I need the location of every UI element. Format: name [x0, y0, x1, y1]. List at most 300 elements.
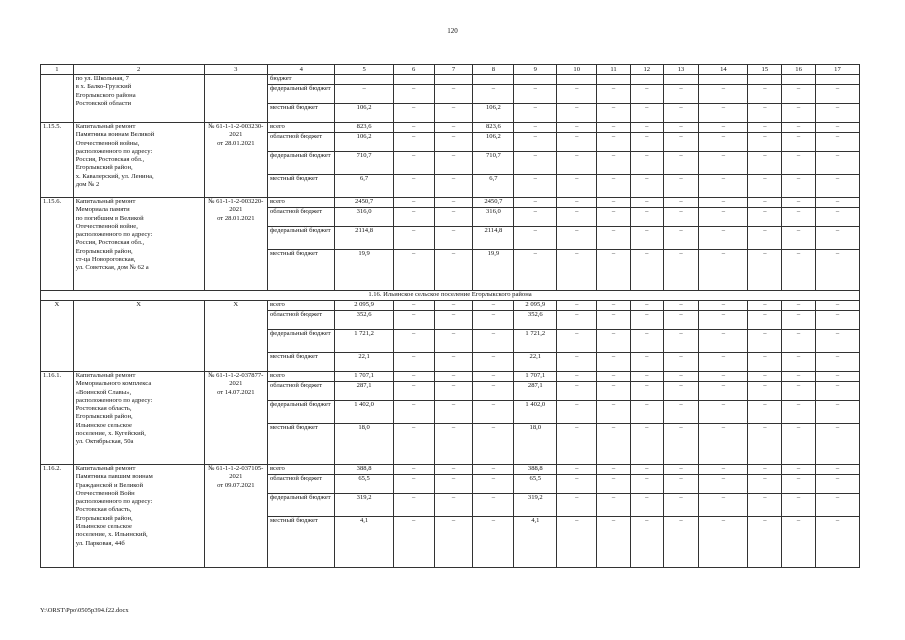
value-col-17: – — [815, 494, 859, 517]
value-col-14: – — [699, 401, 748, 424]
value-col-13: – — [663, 311, 699, 330]
footer-file-path: Y:\ORST\Ppo\0505p394.f22.docx — [40, 607, 129, 614]
column-header-2: 2 — [73, 65, 204, 75]
value-col-15: – — [748, 465, 782, 475]
value-col-7: – — [434, 301, 473, 311]
value-col-7: – — [434, 250, 473, 291]
value-col-16: – — [782, 401, 816, 424]
value-col-16: – — [782, 475, 816, 494]
value-col-9: 18,0 — [514, 424, 557, 465]
value-col-8: 2114,8 — [473, 227, 514, 250]
object-name: X — [73, 301, 204, 372]
value-col-11: – — [597, 301, 631, 311]
value-col-7: – — [434, 208, 473, 227]
value-col-8: – — [473, 401, 514, 424]
value-col-5: – — [335, 85, 393, 104]
value-col-5: 319,2 — [335, 494, 393, 517]
value-col-16: – — [782, 175, 816, 198]
value-col-8: – — [473, 85, 514, 104]
value-col-17: – — [815, 311, 859, 330]
value-col-15: – — [748, 227, 782, 250]
value-col-14: – — [699, 123, 748, 133]
value-col-17: – — [815, 401, 859, 424]
value-col-6: – — [393, 104, 434, 123]
value-col-15: – — [748, 424, 782, 465]
value-col-13: – — [663, 123, 699, 133]
value-col-10: – — [557, 372, 597, 382]
value-col-5: 106,2 — [335, 104, 393, 123]
value-col-7: – — [434, 85, 473, 104]
value-col-7 — [434, 75, 473, 85]
value-col-13: – — [663, 353, 699, 372]
value-col-12: – — [630, 133, 663, 152]
value-col-11 — [597, 75, 631, 85]
value-col-11: – — [597, 123, 631, 133]
column-header-7: 7 — [434, 65, 473, 75]
value-col-11: – — [597, 382, 631, 401]
value-col-9: – — [514, 208, 557, 227]
value-col-9: – — [514, 198, 557, 208]
value-col-7: – — [434, 133, 473, 152]
value-col-6: – — [393, 424, 434, 465]
value-col-11: – — [597, 133, 631, 152]
value-col-15: – — [748, 475, 782, 494]
value-col-6: – — [393, 227, 434, 250]
value-col-6: – — [393, 517, 434, 568]
object-name: Капитальный ремонт Памятника воинам Великой Отечественной войны, расположенного по адресу: Россия, Ростовская обл., Егорлыкский район, х. Кавалерский, ул. Ленина, дом № 2 — [73, 123, 204, 198]
value-col-9: – — [514, 227, 557, 250]
value-col-6: – — [393, 85, 434, 104]
value-col-13: – — [663, 382, 699, 401]
value-col-10: – — [557, 250, 597, 291]
table-row — [41, 465, 860, 475]
funding-source: федеральный бюджет — [267, 494, 334, 517]
value-col-17: – — [815, 85, 859, 104]
value-col-11: – — [597, 353, 631, 372]
value-col-10: – — [557, 133, 597, 152]
value-col-16: – — [782, 311, 816, 330]
table-header — [41, 65, 860, 75]
document-ref — [204, 75, 267, 123]
item-number — [41, 75, 74, 123]
value-col-6: – — [393, 330, 434, 353]
funding-source: областной бюджет — [267, 208, 334, 227]
funding-source: всего — [267, 465, 334, 475]
value-col-13: – — [663, 175, 699, 198]
funding-source: областной бюджет — [267, 311, 334, 330]
value-col-6: – — [393, 401, 434, 424]
value-col-8: 710,7 — [473, 152, 514, 175]
value-col-5: 6,7 — [335, 175, 393, 198]
value-col-12: – — [630, 250, 663, 291]
value-col-8: 316,0 — [473, 208, 514, 227]
value-col-10: – — [557, 494, 597, 517]
value-col-10: – — [557, 465, 597, 475]
column-header-1: 1 — [41, 65, 74, 75]
value-col-5: 4,1 — [335, 517, 393, 568]
value-col-11: – — [597, 494, 631, 517]
value-col-15: – — [748, 494, 782, 517]
value-col-12: – — [630, 311, 663, 330]
value-col-5: 1 707,1 — [335, 372, 393, 382]
value-col-6: – — [393, 465, 434, 475]
value-col-11: – — [597, 227, 631, 250]
value-col-15: – — [748, 85, 782, 104]
value-col-12: – — [630, 208, 663, 227]
value-col-11: – — [597, 198, 631, 208]
value-col-8: – — [473, 475, 514, 494]
value-col-10: – — [557, 123, 597, 133]
value-col-9: 319,2 — [514, 494, 557, 517]
value-col-6: – — [393, 475, 434, 494]
value-col-9: 1 402,0 — [514, 401, 557, 424]
value-col-14: – — [699, 330, 748, 353]
value-col-12: – — [630, 372, 663, 382]
value-col-13 — [663, 75, 699, 85]
value-col-14: – — [699, 85, 748, 104]
document-ref: № 61-1-1-2-037877-2021 от 14.07.2021 — [204, 372, 267, 465]
value-col-11: – — [597, 424, 631, 465]
value-col-12: – — [630, 353, 663, 372]
value-col-7: – — [434, 353, 473, 372]
column-header-14: 14 — [699, 65, 748, 75]
value-col-8: – — [473, 494, 514, 517]
value-col-5: 18,0 — [335, 424, 393, 465]
value-col-5: 1 402,0 — [335, 401, 393, 424]
value-col-5: 316,0 — [335, 208, 393, 227]
value-col-14: – — [699, 227, 748, 250]
value-col-5: 2 095,9 — [335, 301, 393, 311]
value-col-16: – — [782, 250, 816, 291]
value-col-14: – — [699, 104, 748, 123]
value-col-5: 22,1 — [335, 353, 393, 372]
value-col-15: – — [748, 104, 782, 123]
value-col-7: – — [434, 152, 473, 175]
value-col-11: – — [597, 152, 631, 175]
value-col-15: – — [748, 517, 782, 568]
value-col-12: – — [630, 301, 663, 311]
value-col-16: – — [782, 465, 816, 475]
value-col-8: – — [473, 424, 514, 465]
value-col-13: – — [663, 104, 699, 123]
value-col-13: – — [663, 85, 699, 104]
value-col-16: – — [782, 133, 816, 152]
column-header-9: 9 — [514, 65, 557, 75]
value-col-17 — [815, 75, 859, 85]
column-header-5: 5 — [335, 65, 393, 75]
value-col-9: 65,5 — [514, 475, 557, 494]
value-col-14: – — [699, 208, 748, 227]
value-col-6: – — [393, 175, 434, 198]
value-col-14: – — [699, 152, 748, 175]
column-header-8: 8 — [473, 65, 514, 75]
value-col-6: – — [393, 311, 434, 330]
value-col-8: – — [473, 372, 514, 382]
value-col-6: – — [393, 494, 434, 517]
value-col-6: – — [393, 133, 434, 152]
column-header-17: 17 — [815, 65, 859, 75]
value-col-11: – — [597, 175, 631, 198]
value-col-14: – — [699, 475, 748, 494]
value-col-6 — [393, 75, 434, 85]
value-col-7: – — [434, 227, 473, 250]
value-col-17: – — [815, 198, 859, 208]
table-row — [41, 123, 860, 133]
value-col-9: 22,1 — [514, 353, 557, 372]
value-col-14: – — [699, 517, 748, 568]
value-col-8: 19,9 — [473, 250, 514, 291]
value-col-12: – — [630, 175, 663, 198]
value-col-13: – — [663, 401, 699, 424]
value-col-15: – — [748, 198, 782, 208]
value-col-11: – — [597, 517, 631, 568]
value-col-15: – — [748, 175, 782, 198]
value-col-14: – — [699, 382, 748, 401]
value-col-10: – — [557, 104, 597, 123]
value-col-14: – — [699, 198, 748, 208]
value-col-7: – — [434, 104, 473, 123]
funding-source: областной бюджет — [267, 133, 334, 152]
value-col-15: – — [748, 301, 782, 311]
column-header-6: 6 — [393, 65, 434, 75]
value-col-13: – — [663, 198, 699, 208]
value-col-9: – — [514, 250, 557, 291]
funding-source: всего — [267, 372, 334, 382]
value-col-15: – — [748, 311, 782, 330]
value-col-14: – — [699, 424, 748, 465]
value-col-15: – — [748, 208, 782, 227]
value-col-13: – — [663, 227, 699, 250]
value-col-16: – — [782, 517, 816, 568]
value-col-16: – — [782, 424, 816, 465]
funding-source: федеральный бюджет — [267, 85, 334, 104]
value-col-12: – — [630, 424, 663, 465]
value-col-12: – — [630, 104, 663, 123]
funding-source: местный бюджет — [267, 250, 334, 291]
value-col-6: – — [393, 208, 434, 227]
value-col-17: – — [815, 250, 859, 291]
value-col-12: – — [630, 330, 663, 353]
item-number: X — [41, 301, 74, 372]
column-header-13: 13 — [663, 65, 699, 75]
value-col-7: – — [434, 517, 473, 568]
value-col-15: – — [748, 123, 782, 133]
value-col-9: – — [514, 152, 557, 175]
value-col-13: – — [663, 424, 699, 465]
value-col-17: – — [815, 175, 859, 198]
value-col-5: 2114,8 — [335, 227, 393, 250]
value-col-12: – — [630, 494, 663, 517]
table-row — [41, 198, 860, 208]
item-number: 1.16.1. — [41, 372, 74, 465]
value-col-12: – — [630, 465, 663, 475]
funding-source: федеральный бюджет — [267, 330, 334, 353]
value-col-17: – — [815, 382, 859, 401]
value-col-11: – — [597, 465, 631, 475]
column-header-16: 16 — [782, 65, 816, 75]
value-col-6: – — [393, 198, 434, 208]
item-number: 1.16.2. — [41, 465, 74, 568]
value-col-12: – — [630, 198, 663, 208]
value-col-6: – — [393, 382, 434, 401]
value-col-10: – — [557, 353, 597, 372]
value-col-5: 352,6 — [335, 311, 393, 330]
value-col-10: – — [557, 208, 597, 227]
document-ref: № 61-1-1-2-003220-2021 от 28.01.2021 — [204, 198, 267, 291]
value-col-11: – — [597, 85, 631, 104]
value-col-14: – — [699, 494, 748, 517]
document-ref: X — [204, 301, 267, 372]
value-col-7: – — [434, 372, 473, 382]
item-number: 1.15.6. — [41, 198, 74, 291]
funding-source: местный бюджет — [267, 353, 334, 372]
value-col-9: 2 095,9 — [514, 301, 557, 311]
value-col-5 — [335, 75, 393, 85]
value-col-14: – — [699, 175, 748, 198]
value-col-8: – — [473, 330, 514, 353]
column-header-4: 4 — [267, 65, 334, 75]
value-col-6: – — [393, 372, 434, 382]
value-col-8: – — [473, 517, 514, 568]
column-header-11: 11 — [597, 65, 631, 75]
funding-source: федеральный бюджет — [267, 401, 334, 424]
column-header-10: 10 — [557, 65, 597, 75]
value-col-11: – — [597, 372, 631, 382]
value-col-9: 1 721,2 — [514, 330, 557, 353]
value-col-7: – — [434, 382, 473, 401]
value-col-9: – — [514, 133, 557, 152]
value-col-14: – — [699, 465, 748, 475]
value-col-6: – — [393, 353, 434, 372]
value-col-9: – — [514, 123, 557, 133]
item-number: 1.15.5. — [41, 123, 74, 198]
value-col-13: – — [663, 152, 699, 175]
value-col-9: 1 707,1 — [514, 372, 557, 382]
value-col-16: – — [782, 227, 816, 250]
value-col-17: – — [815, 104, 859, 123]
value-col-13: – — [663, 250, 699, 291]
value-col-15: – — [748, 250, 782, 291]
value-col-9 — [514, 75, 557, 85]
value-col-15: – — [748, 152, 782, 175]
value-col-13: – — [663, 494, 699, 517]
value-col-15: – — [748, 382, 782, 401]
value-col-6: – — [393, 152, 434, 175]
funding-source: всего — [267, 198, 334, 208]
value-col-7: – — [434, 401, 473, 424]
value-col-5: 388,8 — [335, 465, 393, 475]
object-name: Капитальный ремонт Мемориала памяти по погибшим в Великой Отечественной войне, расположенного по адресу: Россия, Ростовская обл., Егорлыкский район, ст-ца Новороговская, ул. Советская, дом № 62 а — [73, 198, 204, 291]
value-col-8: 823,6 — [473, 123, 514, 133]
value-col-12: – — [630, 152, 663, 175]
value-col-10: – — [557, 475, 597, 494]
value-col-16: – — [782, 198, 816, 208]
value-col-17: – — [815, 133, 859, 152]
value-col-9: – — [514, 104, 557, 123]
value-col-16: – — [782, 104, 816, 123]
value-col-11: – — [597, 401, 631, 424]
value-col-13: – — [663, 372, 699, 382]
value-col-12: – — [630, 517, 663, 568]
value-col-10: – — [557, 424, 597, 465]
value-col-10: – — [557, 175, 597, 198]
value-col-10: – — [557, 382, 597, 401]
value-col-6: – — [393, 301, 434, 311]
funding-source: местный бюджет — [267, 517, 334, 568]
budget-table — [40, 64, 860, 568]
value-col-8: 6,7 — [473, 175, 514, 198]
section-row — [41, 291, 860, 301]
funding-source: местный бюджет — [267, 104, 334, 123]
value-col-8: – — [473, 311, 514, 330]
value-col-10: – — [557, 330, 597, 353]
value-col-10: – — [557, 85, 597, 104]
value-col-5: 287,1 — [335, 382, 393, 401]
table-row — [41, 372, 860, 382]
column-header-3: 3 — [204, 65, 267, 75]
value-col-6: – — [393, 123, 434, 133]
value-col-13: – — [663, 475, 699, 494]
value-col-10: – — [557, 152, 597, 175]
value-col-14: – — [699, 311, 748, 330]
table-row — [41, 301, 860, 311]
value-col-12: – — [630, 382, 663, 401]
value-col-16: – — [782, 152, 816, 175]
value-col-16: – — [782, 330, 816, 353]
value-col-5: 19,9 — [335, 250, 393, 291]
value-col-9: 388,8 — [514, 465, 557, 475]
value-col-7: – — [434, 198, 473, 208]
value-col-10: – — [557, 227, 597, 250]
value-col-15 — [748, 75, 782, 85]
value-col-13: – — [663, 301, 699, 311]
value-col-12 — [630, 75, 663, 85]
value-col-16: – — [782, 353, 816, 372]
value-col-17: – — [815, 123, 859, 133]
value-col-17: – — [815, 517, 859, 568]
value-col-11: – — [597, 330, 631, 353]
value-col-16: – — [782, 208, 816, 227]
object-name: Капитальный ремонт Памятника павшим воинам Гражданской и Великой Отечественной Войн расположенного по адресу: Ростовская область, Егорлыкский район, Ильинское сельское поселение, х. Ильинский, ул. Парковая, 44б — [73, 465, 204, 568]
value-col-9: 287,1 — [514, 382, 557, 401]
value-col-15: – — [748, 401, 782, 424]
value-col-16: – — [782, 85, 816, 104]
value-col-10: – — [557, 517, 597, 568]
value-col-10: – — [557, 198, 597, 208]
funding-source: местный бюджет — [267, 175, 334, 198]
value-col-7: – — [434, 311, 473, 330]
value-col-14: – — [699, 353, 748, 372]
value-col-12: – — [630, 85, 663, 104]
value-col-5: 106,2 — [335, 133, 393, 152]
value-col-14: – — [699, 301, 748, 311]
value-col-17: – — [815, 424, 859, 465]
value-col-9: 4,1 — [514, 517, 557, 568]
value-col-17: – — [815, 475, 859, 494]
value-col-11: – — [597, 104, 631, 123]
value-col-13: – — [663, 208, 699, 227]
funding-source: всего — [267, 123, 334, 133]
value-col-8 — [473, 75, 514, 85]
value-col-17: – — [815, 227, 859, 250]
value-col-8: – — [473, 353, 514, 372]
value-col-16: – — [782, 494, 816, 517]
value-col-8: 2450,7 — [473, 198, 514, 208]
document-ref: № 61-1-1-2-003230-2021 от 28.01.2021 — [204, 123, 267, 198]
value-col-10: – — [557, 301, 597, 311]
value-col-15: – — [748, 353, 782, 372]
value-col-7: – — [434, 175, 473, 198]
